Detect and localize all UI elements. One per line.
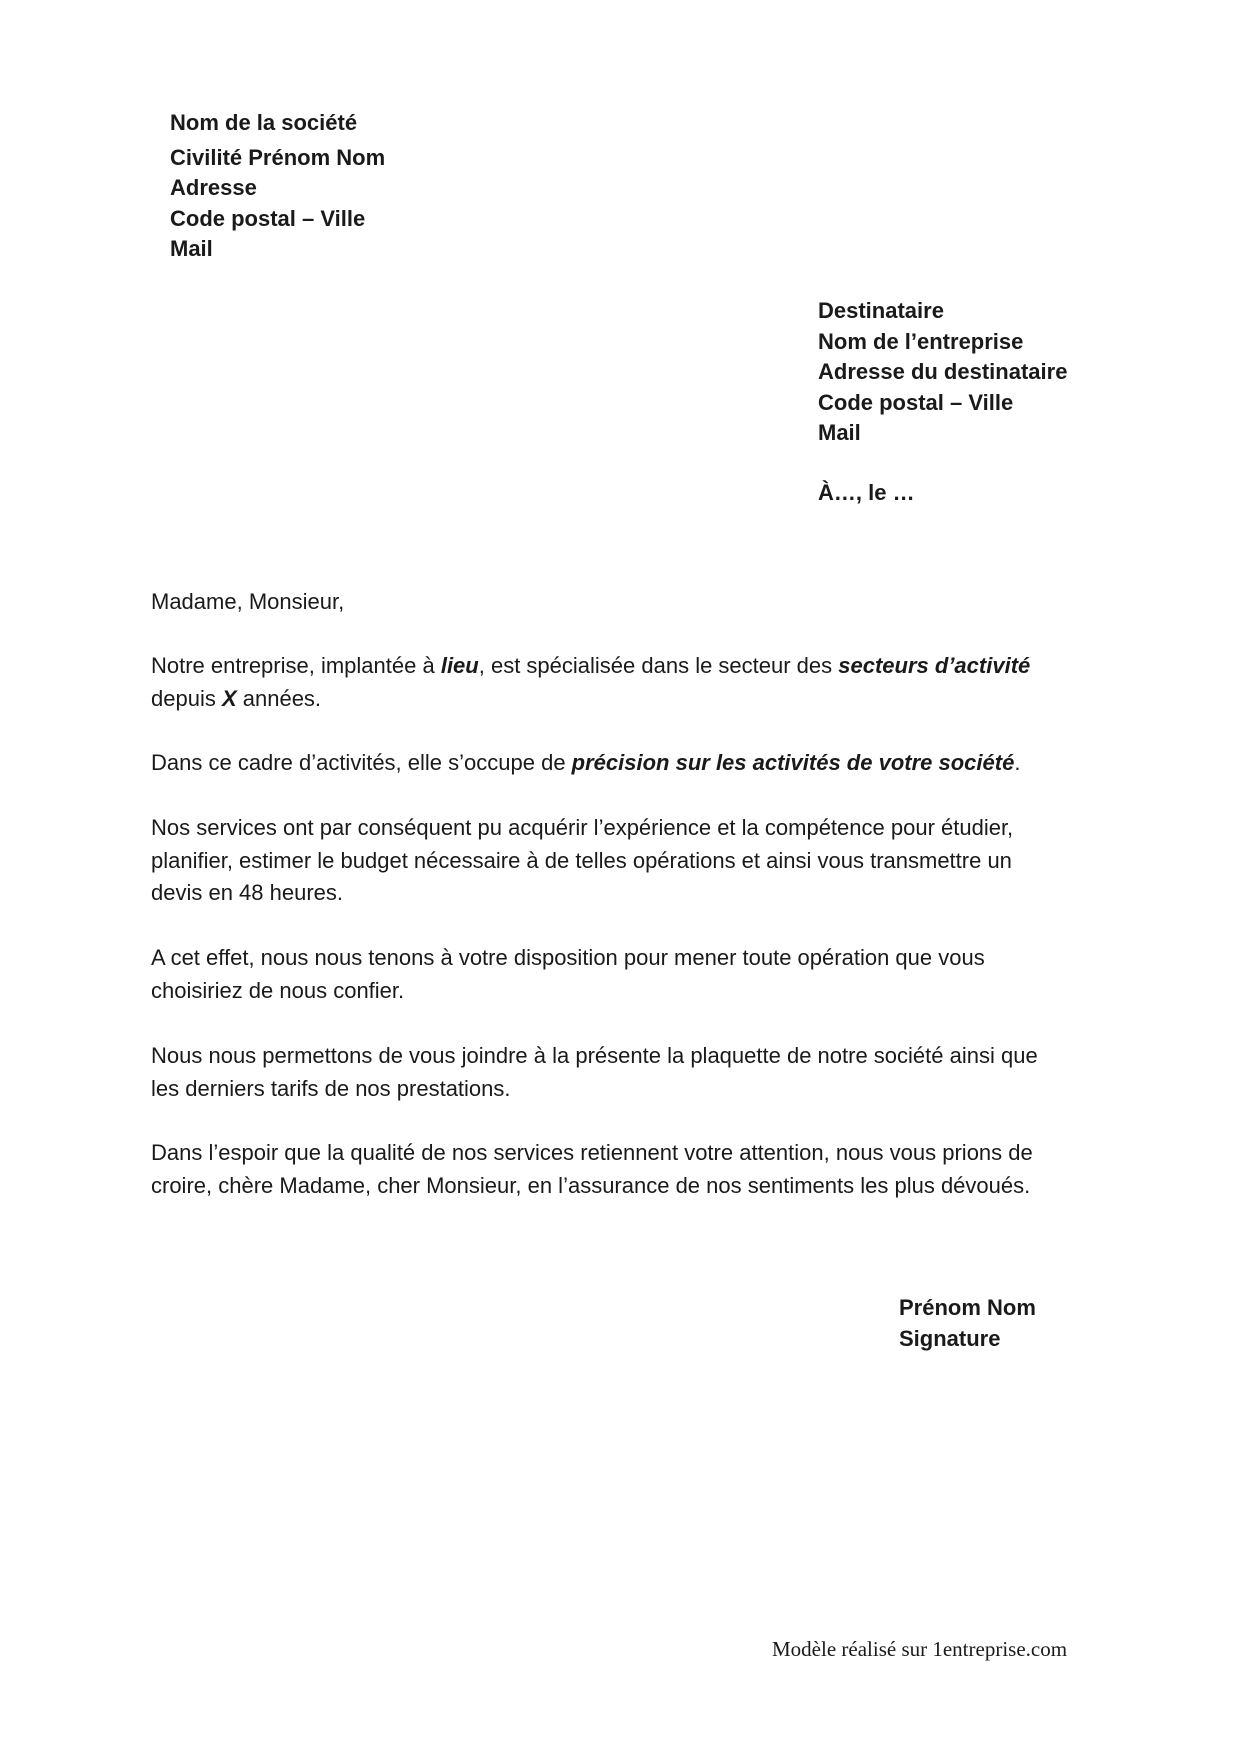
signature-block [899, 1293, 1036, 1354]
recipient-block [818, 296, 1067, 449]
paragraph-intro-text-3: depuis [151, 685, 222, 711]
paragraph-closing-line-1: Dans l’espoir que la qualité de nos services retiennent votre attention, nous vous prions de [151, 1140, 1033, 1165]
recipient-postal-city: Code postal – Ville [818, 389, 1014, 415]
paragraph-attachment [151, 1040, 1096, 1105]
paragraph-intro-years: X [221, 685, 237, 711]
paragraph-intro-sector: secteurs d’activité [838, 653, 1031, 678]
recipient-company: Nom de l’entreprise [818, 328, 1024, 354]
paragraph-activities-text-2: . [1014, 750, 1021, 775]
paragraph-intro-text-4: années. [236, 685, 322, 711]
paragraph-services-line-1: Nos services ont par conséquent pu acquérir l’expérience et la compétence pour étudier, [151, 815, 1014, 840]
recipient-address: Adresse du destinataire [818, 359, 1068, 384]
footer-credit: Modèle réalisé sur 1entreprise.com [772, 1637, 1068, 1661]
paragraph-intro-location: lieu [440, 653, 479, 678]
paragraph-services-line-2: planifier, estimer le budget nécessaire à de telles opérations et ainsi vous transmettre un [151, 847, 1012, 873]
sender-company: Nom de la société [170, 110, 358, 135]
date-line: À…, le … [818, 480, 915, 505]
paragraph-attachment-line-2: les derniers tarifs de nos prestations. [151, 1075, 511, 1101]
paragraph-closing [151, 1137, 1096, 1202]
recipient-mail: Mail [818, 420, 861, 445]
paragraph-disposition-line-1: A cet effet, nous nous tenons à votre disposition pour mener toute opération que vous [151, 945, 985, 970]
signature-label: Signature [899, 1325, 1001, 1351]
sender-postal-city: Code postal – Ville [170, 205, 366, 231]
paragraph-services [151, 812, 1096, 910]
paragraph-disposition [151, 942, 1096, 1007]
paragraph-activities [151, 747, 1096, 780]
paragraph-services-line-3: devis en 48 heures. [151, 880, 344, 905]
paragraph-attachment-line-1: Nous nous permettons de vous joindre à la présente la plaquette de notre société ainsi que [151, 1043, 1038, 1068]
paragraph-intro [151, 650, 1096, 715]
paragraph-intro-text-2: , est spécialisée dans le secteur des [478, 653, 839, 678]
sender-mail: Mail [170, 236, 213, 261]
paragraph-intro-text-1: Notre entreprise, implantée à [151, 653, 441, 678]
sender-block [170, 108, 385, 265]
signature-name: Prénom Nom [899, 1295, 1036, 1320]
paragraph-disposition-line-2: choisiriez de nous confier. [151, 977, 405, 1003]
sender-name: Civilité Prénom Nom [170, 144, 386, 170]
paragraph-closing-line-2: croire, chère Madame, cher Monsieur, en l’assurance de nos sentiments les plus dévoués. [151, 1172, 1031, 1198]
salutation: Madame, Monsieur, [151, 589, 345, 614]
paragraph-activities-precision: précision sur les activités de votre société [571, 750, 1015, 775]
recipient-label: Destinataire [818, 298, 944, 323]
paragraph-activities-text-1: Dans ce cadre d’activités, elle s’occupe de [151, 750, 572, 775]
sender-address: Adresse [170, 175, 257, 200]
